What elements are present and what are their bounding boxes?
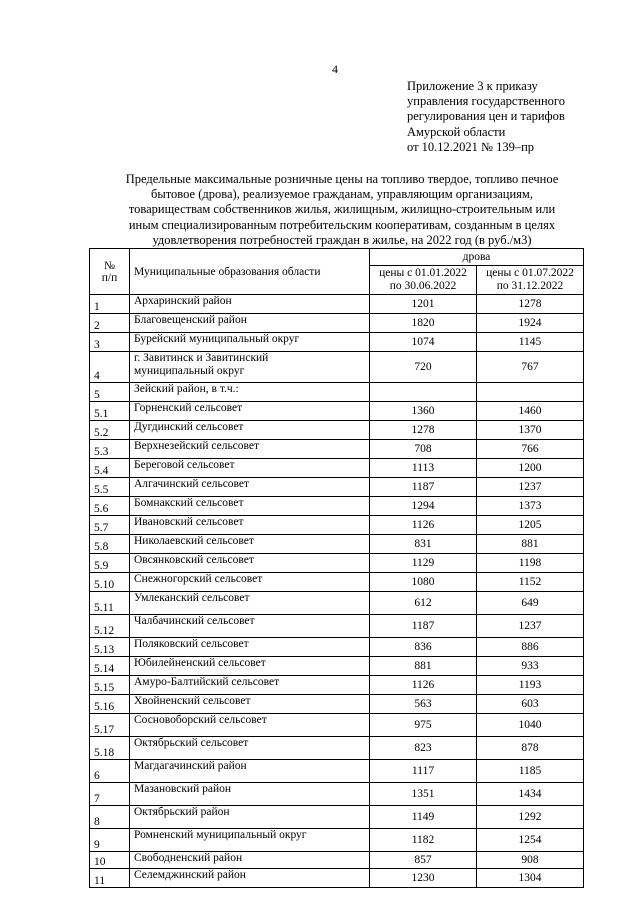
row-municipality: Алгачинский сельсовет xyxy=(130,478,370,497)
page-number: 4 xyxy=(332,62,338,76)
row-number: 5.15 xyxy=(90,676,130,695)
row-price-period-2: 881 xyxy=(477,535,584,554)
table-row xyxy=(90,459,584,478)
table-row xyxy=(90,852,584,869)
row-price-period-1: 1149 xyxy=(370,806,477,829)
row-municipality: Чалбачинский сельсовет xyxy=(130,615,370,638)
row-number: 5.16 xyxy=(90,695,130,714)
table-row xyxy=(90,478,584,497)
table-row xyxy=(90,829,584,852)
table-row xyxy=(90,760,584,783)
row-price-period-2: 1370 xyxy=(477,421,584,440)
row-municipality: Горненский сельсовет xyxy=(130,402,370,421)
row-municipality: Магдагачинский район xyxy=(130,760,370,783)
row-price-period-2: 766 xyxy=(477,440,584,459)
row-price-period-1: 1187 xyxy=(370,615,477,638)
table-row xyxy=(90,383,584,402)
row-municipality: Сосновоборский сельсовет xyxy=(130,714,370,737)
table-body xyxy=(90,295,584,888)
row-price-period-1 xyxy=(370,383,477,402)
row-price-period-1: 563 xyxy=(370,695,477,714)
table-row xyxy=(90,554,584,573)
row-price-period-1: 1126 xyxy=(370,676,477,695)
row-number: 5.9 xyxy=(90,554,130,573)
row-price-period-1: 1294 xyxy=(370,497,477,516)
row-price-period-2: 1924 xyxy=(477,314,584,333)
row-price-period-2: 767 xyxy=(477,352,584,383)
row-municipality: Верхнезейский сельсовет xyxy=(130,440,370,459)
table-row xyxy=(90,421,584,440)
row-number: 5.5 xyxy=(90,478,130,497)
prices-table xyxy=(89,248,584,888)
row-price-period-2: 1185 xyxy=(477,760,584,783)
row-municipality: Снежногорский сельсовет xyxy=(130,573,370,592)
row-price-period-2: 1373 xyxy=(477,497,584,516)
row-municipality: Ромненский муниципальный округ xyxy=(130,829,370,852)
row-price-period-1: 1074 xyxy=(370,333,477,352)
row-price-period-1: 836 xyxy=(370,638,477,657)
row-municipality: Зейский район, в т.ч.: xyxy=(130,383,370,402)
document-title xyxy=(92,172,592,248)
row-price-period-2: 1198 xyxy=(477,554,584,573)
row-number: 11 xyxy=(90,869,130,888)
row-price-period-1: 1117 xyxy=(370,760,477,783)
table-row xyxy=(90,806,584,829)
appendix-line: регулирования цен и тарифов xyxy=(407,109,565,124)
row-price-period-2 xyxy=(477,383,584,402)
row-number: 5 xyxy=(90,383,130,402)
row-number: 3 xyxy=(90,333,130,352)
header-num-text: № п/п xyxy=(101,259,118,284)
row-price-period-2: 603 xyxy=(477,695,584,714)
row-price-period-2: 878 xyxy=(477,737,584,760)
header-period-1 xyxy=(370,266,477,295)
row-number: 5.6 xyxy=(90,497,130,516)
row-price-period-2: 1460 xyxy=(477,402,584,421)
row-price-period-2: 1205 xyxy=(477,516,584,535)
row-price-period-1: 1278 xyxy=(370,421,477,440)
row-price-period-2: 908 xyxy=(477,852,584,869)
row-price-period-2: 649 xyxy=(477,592,584,615)
row-municipality: Архаринский район xyxy=(130,295,370,314)
row-municipality: Октябрьский район xyxy=(130,806,370,829)
row-municipality: г. Завитинск и Завитинский муниципальный округ xyxy=(130,352,370,383)
row-price-period-2: 1292 xyxy=(477,806,584,829)
header-period-2-text: цены с 01.07.2022 по 31.12.2022 xyxy=(486,267,574,292)
row-price-period-2: 1254 xyxy=(477,829,584,852)
table-row xyxy=(90,676,584,695)
row-municipality: Благовещенский район xyxy=(130,314,370,333)
row-municipality: Селемджинский район xyxy=(130,869,370,888)
row-municipality: Амуро-Балтийский сельсовет xyxy=(130,676,370,695)
row-price-period-1: 1820 xyxy=(370,314,477,333)
row-price-period-2: 1237 xyxy=(477,615,584,638)
header-period-1-text: цены с 01.01.2022 по 30.06.2022 xyxy=(379,267,467,292)
table-row xyxy=(90,295,584,314)
table-row xyxy=(90,402,584,421)
row-price-period-2: 1145 xyxy=(477,333,584,352)
row-price-period-1: 1201 xyxy=(370,295,477,314)
row-municipality: Бурейский муниципальный округ xyxy=(130,333,370,352)
row-price-period-1: 1360 xyxy=(370,402,477,421)
row-municipality: Свободненский район xyxy=(130,852,370,869)
table-row xyxy=(90,714,584,737)
title-line: товариществам собственников жилья, жилищным, жилищно-строительным или xyxy=(128,202,556,217)
row-price-period-1: 857 xyxy=(370,852,477,869)
row-municipality: Николаевский сельсовет xyxy=(130,535,370,554)
row-price-period-1: 975 xyxy=(370,714,477,737)
row-municipality: Умлеканский сельсовет xyxy=(130,592,370,615)
row-municipality: Хвойненский сельсовет xyxy=(130,695,370,714)
appendix-line: Амурской области xyxy=(407,124,506,139)
header-name: Муниципальные образования области xyxy=(130,249,370,295)
header-period-2 xyxy=(477,266,584,295)
row-price-period-2: 1304 xyxy=(477,869,584,888)
table-row xyxy=(90,783,584,806)
row-price-period-2: 1434 xyxy=(477,783,584,806)
row-number: 6 xyxy=(90,760,130,783)
row-municipality: Юбилейненский сельсовет xyxy=(130,657,370,676)
row-number: 5.13 xyxy=(90,638,130,657)
row-price-period-1: 1182 xyxy=(370,829,477,852)
table-row xyxy=(90,352,584,383)
table-row xyxy=(90,535,584,554)
table-row xyxy=(90,695,584,714)
row-price-period-1: 1187 xyxy=(370,478,477,497)
row-municipality: Октябрьский сельсовет xyxy=(130,737,370,760)
row-price-period-2: 1278 xyxy=(477,295,584,314)
row-price-period-1: 1113 xyxy=(370,459,477,478)
table-row xyxy=(90,333,584,352)
row-number: 5.8 xyxy=(90,535,130,554)
row-price-period-1: 1080 xyxy=(370,573,477,592)
row-number: 5.2 xyxy=(90,421,130,440)
appendix-line: от 10.12.2021 № 139–пр xyxy=(407,139,535,154)
row-price-period-2: 1040 xyxy=(477,714,584,737)
table-row xyxy=(90,869,584,888)
table-row xyxy=(90,573,584,592)
row-number: 1 xyxy=(90,295,130,314)
row-price-period-1: 708 xyxy=(370,440,477,459)
title-line: Предельные максимальные розничные цены на топливо твердое, топливо печное xyxy=(125,172,559,186)
table-row xyxy=(90,497,584,516)
row-price-period-2: 1200 xyxy=(477,459,584,478)
row-municipality: Ивановский сельсовет xyxy=(130,516,370,535)
row-price-period-2: 1237 xyxy=(477,478,584,497)
row-number: 5.14 xyxy=(90,657,130,676)
table-row xyxy=(90,440,584,459)
row-municipality: Бомнакский сельсовет xyxy=(130,497,370,516)
table-row xyxy=(90,638,584,657)
row-number: 9 xyxy=(90,829,130,852)
appendix-line: Приложение 3 к приказу xyxy=(407,79,538,93)
row-number: 5.18 xyxy=(90,737,130,760)
row-number: 5.7 xyxy=(90,516,130,535)
row-number: 5.4 xyxy=(90,459,130,478)
row-price-period-1: 823 xyxy=(370,737,477,760)
row-number: 5.11 xyxy=(90,592,130,615)
row-number: 2 xyxy=(90,314,130,333)
appendix-line: управления государственного xyxy=(407,94,565,109)
table-row xyxy=(90,314,584,333)
row-number: 5.12 xyxy=(90,615,130,638)
table-row xyxy=(90,737,584,760)
title-line: иным специализированным потребительским кооперативам, созданным в целях xyxy=(128,217,556,232)
row-price-period-2: 1152 xyxy=(477,573,584,592)
row-price-period-1: 1351 xyxy=(370,783,477,806)
table-row xyxy=(90,657,584,676)
appendix-reference xyxy=(407,79,632,155)
row-number: 4 xyxy=(90,352,130,383)
row-number: 5.10 xyxy=(90,573,130,592)
title-line: удовлетворения потребностей граждан в жилье, на 2022 год (в руб./м3) xyxy=(152,232,532,247)
row-municipality: Поляковский сельсовет xyxy=(130,638,370,657)
table-row xyxy=(90,592,584,615)
row-number: 8 xyxy=(90,806,130,829)
row-price-period-1: 720 xyxy=(370,352,477,383)
row-price-period-2: 1193 xyxy=(477,676,584,695)
row-number: 5.1 xyxy=(90,402,130,421)
row-municipality: Береговой сельсовет xyxy=(130,459,370,478)
row-price-period-1: 881 xyxy=(370,657,477,676)
header-group: дрова xyxy=(370,249,584,266)
title-line: бытовое (дрова), реализуемое гражданам, управляющим организациям, xyxy=(151,187,533,202)
row-price-period-1: 612 xyxy=(370,592,477,615)
row-number: 10 xyxy=(90,852,130,869)
row-municipality: Дугдинский сельсовет xyxy=(130,421,370,440)
row-number: 5.17 xyxy=(90,714,130,737)
row-price-period-1: 1129 xyxy=(370,554,477,573)
row-price-period-2: 886 xyxy=(477,638,584,657)
row-price-period-1: 1126 xyxy=(370,516,477,535)
header-num xyxy=(90,249,130,295)
row-price-period-2: 933 xyxy=(477,657,584,676)
table-row xyxy=(90,516,584,535)
row-price-period-1: 831 xyxy=(370,535,477,554)
row-municipality: Мазановский район xyxy=(130,783,370,806)
table-row xyxy=(90,615,584,638)
row-price-period-1: 1230 xyxy=(370,869,477,888)
row-number: 7 xyxy=(90,783,130,806)
row-number: 5.3 xyxy=(90,440,130,459)
row-municipality: Овсянковский сельсовет xyxy=(130,554,370,573)
